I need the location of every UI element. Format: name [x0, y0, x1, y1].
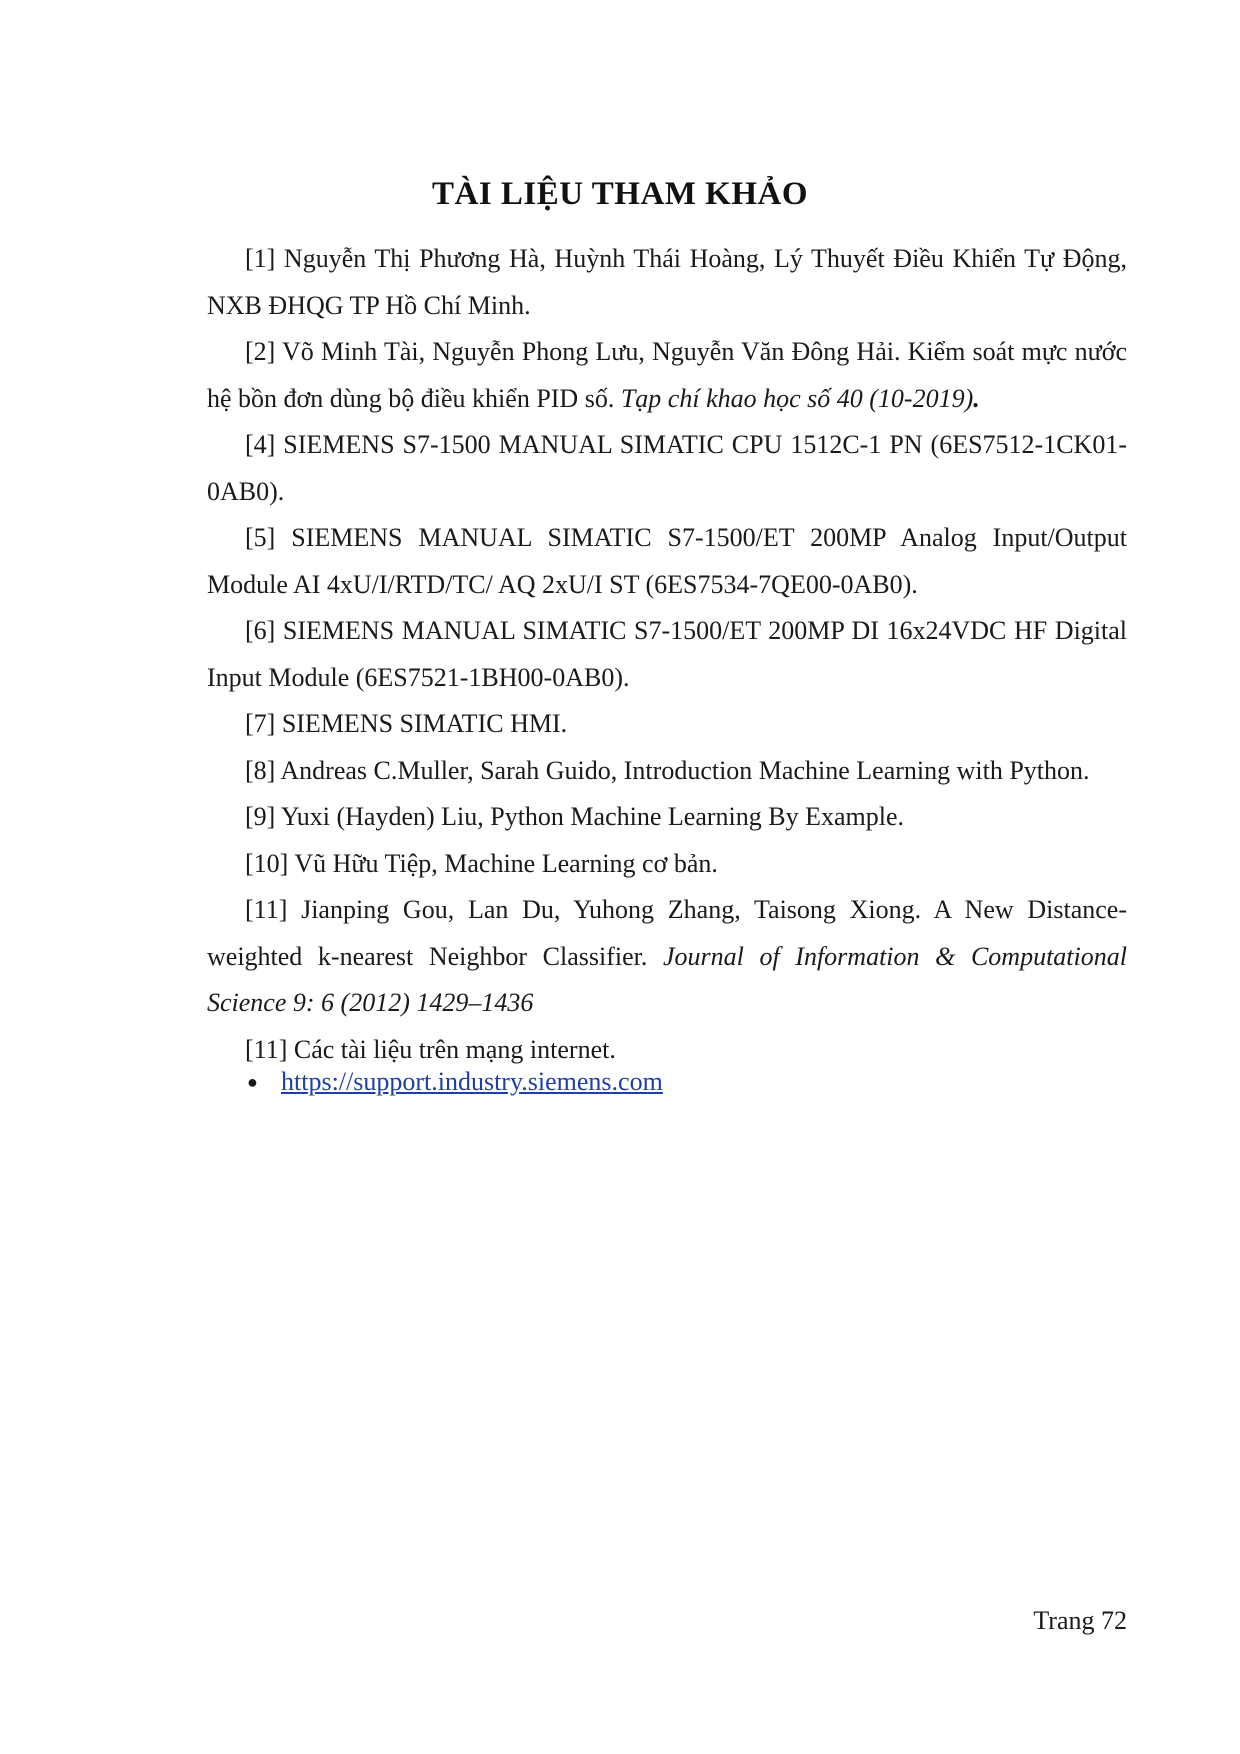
page-number: Trang 72	[1033, 1606, 1127, 1635]
reference-text: [2] Võ Minh Tài, Nguyễn Phong Lưu, Nguyễn Văn Đông Hải. Kiểm soát mực nước hệ bồn đơn dùng bộ điều khiển PID số.	[207, 337, 1127, 413]
reference-text: [8] Andreas C.Muller, Sarah Guido, Introduction Machine Learning with Python.	[245, 755, 1090, 785]
siemens-support-link[interactable]: https://support.industry.siemens.com	[281, 1067, 663, 1096]
reference-item	[207, 748, 1127, 795]
reference-text: [10] Vũ Hữu Tiệp, Machine Learning cơ bản.	[245, 848, 718, 878]
reference-item	[207, 236, 1127, 329]
reference-tail: .	[973, 383, 980, 413]
reference-item	[207, 422, 1127, 515]
reference-item	[207, 329, 1127, 422]
reference-item	[207, 841, 1127, 888]
reference-text: [7] SIEMENS SIMATIC HMI.	[245, 709, 568, 738]
reference-text: [11] Jianping Gou, Lan Du, Yuhong Zhang, Taisong Xiong. A New Distance-weighted k-nearest Neighbor Classifier.	[207, 895, 1127, 971]
reference-item	[207, 701, 1127, 748]
reference-text: [4] SIEMENS S7-1500 MANUAL SIMATIC CPU 1512C-1 PN (6ES7512-1CK01-0AB0).	[207, 430, 1127, 506]
bullet-icon: ●	[247, 1072, 258, 1092]
reference-text: [1] Nguyễn Thị Phương Hà, Huỳnh Thái Hoàng, Lý Thuyết Điều Khiển Tự Động, NXB ĐHQG TP Hồ Chí Minh.	[207, 244, 1127, 320]
link-list-item	[207, 1063, 1127, 1101]
reference-text: [6] SIEMENS MANUAL SIMATIC S7-1500/ET 200MP DI 16x24VDC HF Digital Input Module (6ES7521-1BH00-0AB0).	[207, 616, 1127, 692]
reference-list	[207, 236, 1127, 1101]
reference-journal: Tạp chí khao học số 40 (10-2019)	[620, 383, 974, 413]
reference-item	[207, 887, 1127, 1027]
reference-journal: Journal of Information & Computational Science 9: 6 (2012) 1429–1436	[207, 941, 1127, 1017]
page-title: TÀI LIỆU THAM KHẢO	[431, 176, 809, 212]
link-list	[207, 1063, 1127, 1101]
reference-text: [9] Yuxi (Hayden) Liu, Python Machine Learning By Example.	[245, 802, 904, 831]
reference-text: [5] SIEMENS MANUAL SIMATIC S7-1500/ET 200MP Analog Input/Output Module AI 4xU/I/RTD/TC/ AQ 2xU/I ST (6ES7534-7QE00-0AB0).	[207, 523, 1127, 599]
reference-item	[207, 608, 1127, 701]
reference-item	[207, 515, 1127, 608]
reference-text: [11] Các tài liệu trên mạng internet.	[245, 1034, 616, 1064]
reference-item	[207, 794, 1127, 841]
